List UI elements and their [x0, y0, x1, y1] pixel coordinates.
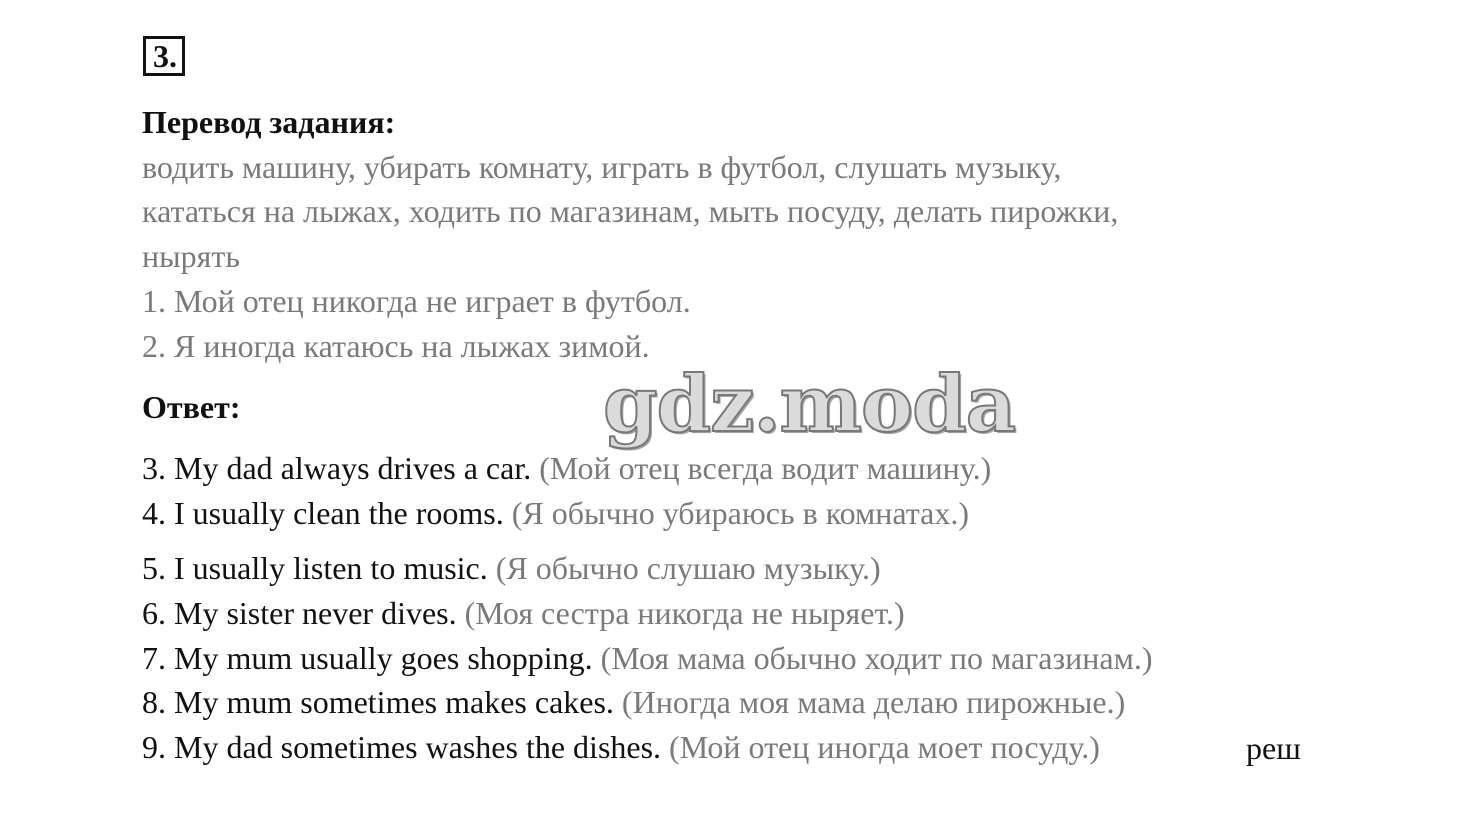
answer-item	[142, 593, 905, 633]
answer-item	[142, 727, 1100, 767]
translation-line: кататься на лыжах, ходить по магазинам, мыть посуду, делать пирожки,	[142, 193, 1119, 229]
answer-english: 5. I usually listen to music.	[142, 550, 488, 586]
translation-line: нырять	[142, 238, 240, 274]
answer-item	[142, 448, 991, 488]
answer-translation: (Иногда моя мама делаю пирожные.)	[621, 684, 1126, 720]
watermark-corner: реш	[1246, 730, 1301, 766]
translation-heading: Перевод задания:	[142, 104, 396, 140]
answer-translation: (Мой отец иногда моет посуду.)	[669, 729, 1100, 765]
translation-line: 2. Я иногда катаюсь на лыжах зимой.	[142, 328, 650, 364]
answer-translation: (Моя мама обычно ходит по магазинам.)	[600, 640, 1153, 676]
translation-line: водить машину, убирать комнату, играть в футбол, слушать музыку,	[142, 149, 1062, 185]
answer-item	[142, 682, 1125, 722]
answer-english: 4. I usually clean the rooms.	[142, 495, 504, 531]
translation-line: 1. Мой отец никогда не играет в футбол.	[142, 283, 691, 319]
answer-translation: (Моя сестра никогда не ныряет.)	[464, 595, 905, 631]
answer-english: 8. My mum sometimes makes cakes.	[142, 684, 614, 720]
answer-translation: (Я обычно слушаю музыку.)	[495, 550, 881, 586]
answer-item	[142, 493, 969, 533]
answer-english: 7. My mum usually goes shopping.	[142, 640, 593, 676]
task-number: 3.	[143, 36, 185, 76]
watermark-logo: gdz.moda	[603, 359, 1016, 450]
answer-heading: Ответ:	[142, 389, 241, 425]
answer-translation: (Я обычно убираюсь в комнатах.)	[511, 495, 969, 531]
answer-english: 9. My dad sometimes washes the dishes.	[142, 729, 662, 765]
answer-translation: (Мой отец всегда водит машину.)	[539, 450, 992, 486]
answer-item	[142, 638, 1153, 678]
answer-item	[142, 548, 881, 588]
answer-english: 3. My dad always drives a car.	[142, 450, 532, 486]
answer-english: 6. My sister never dives.	[142, 595, 457, 631]
